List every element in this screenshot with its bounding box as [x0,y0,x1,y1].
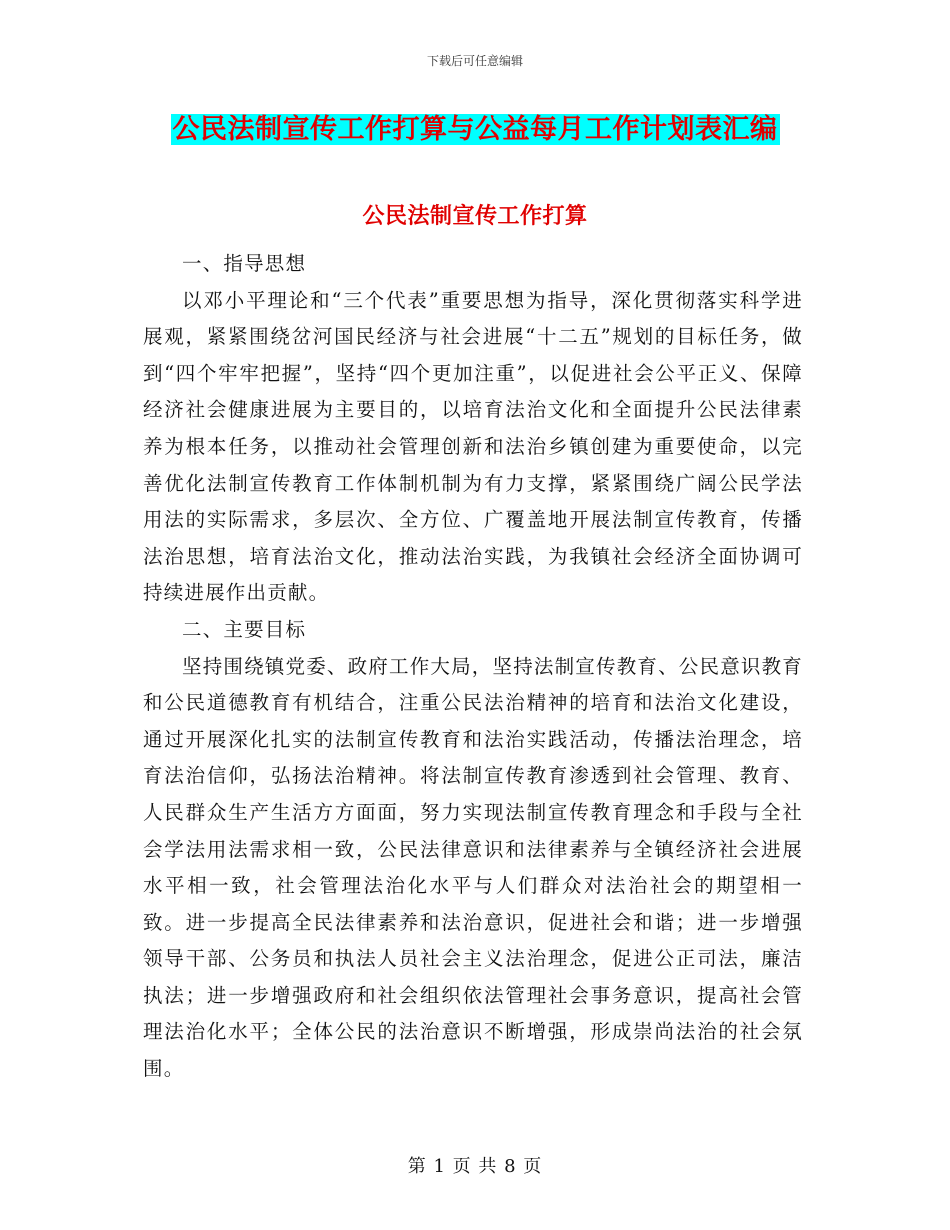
section-title: 公民法制宣传工作打算 [362,203,588,229]
heading-guiding-ideology: 一、指导思想 [182,252,307,275]
main-title-text: 公民法制宣传工作打算与公益每月工作计划表汇编 [172,114,778,145]
page-header-note: 下载后可任意编辑 [426,54,523,68]
page-number-footer: 第 1 页 共 8 页 [407,1156,543,1177]
document-body [143,246,803,1088]
paragraph-main-goals: 坚持围绕镇党委、政府工作大局，坚持法制宣传教育、公民意识教育和公民道德教育有机结合，注重公民法治精神的培育和法治文化建设，通过开展深化扎实的法制宣传教育和法治实践活动，传播法治理念，培育法治信仰，弘扬法治精神。将法制宣传教育渗透到社会管理、教育、人民群众生产生活方方面面，努力实现法制宣传教育理念和手段与全社会学法用法需求相一致，公民法律意识和法律素养与全镇经济社会进展水平相一致，社会管理法治化水平与人们群众对法治社会的期望相一致。进一步提高全民法律素养和法治意识，促进社会和谐；进一步增强领导干部、公务员和执法人员社会主义法治理念，促进公正司法，廉洁执法；进一步增强政府和社会组织依法管理社会事务意识，提高社会管理法治化水平；全体公民的法治意识不断增强，形成崇尚法治的社会氛围。 [143,654,804,1081]
heading-main-goals: 二、主要目标 [182,617,307,641]
paragraph-guiding-ideology: 以邓小平理论和“三个代表”重要思想为指导，深化贯彻落实科学进展观，紧紧围绕岔河国民经济与社会进展“十二五”规划的目标任务，做到“四个牢牢把握”，坚持“四个更加注重”，以促进社会公平正义、保障经济社会健康进展为主要目的，以培育法治文化和全面提升公民法律素养为根本任务，以推动社会管理创新和法治乡镇创建为重要使命，以完善优化法制宣传教育工作体制机制为有力支撑，紧紧围绕广阔公民学法用法的实际需求，多层次、全方位、广覆盖地开展法制宣传教育，传播法治思想，培育法治文化，推动法治实践，为我镇社会经济全面协调可持续进展作出贡献。 [143,288,803,605]
document-main-title [0,112,950,148]
